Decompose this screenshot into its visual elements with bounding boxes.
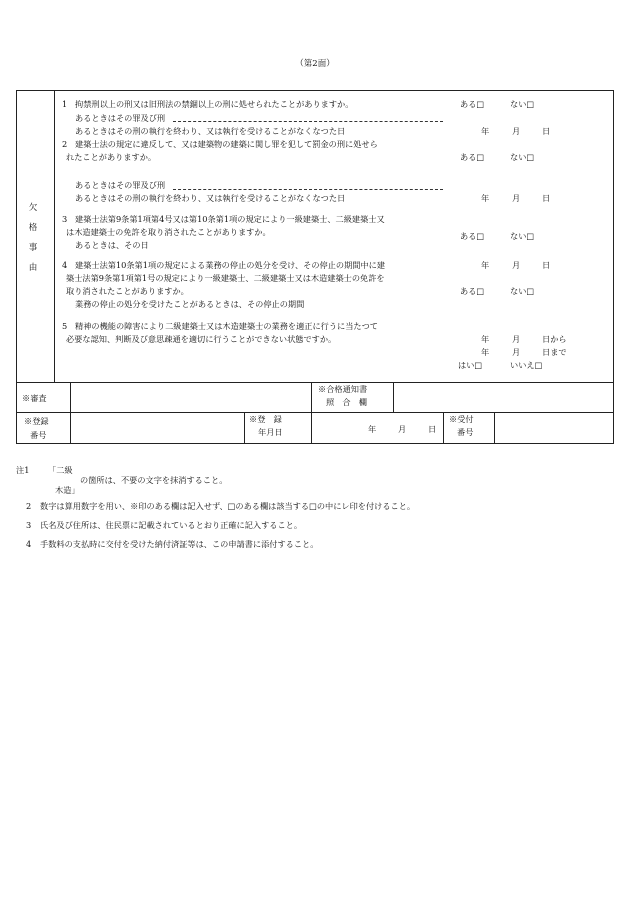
item-1-crime-field[interactable] — [173, 113, 443, 122]
item-2-yes-checkbox[interactable]: ある□ — [460, 152, 485, 162]
item-5-from-year-label: 年 — [481, 334, 490, 344]
item-2-year-label: 年 — [481, 193, 490, 203]
item-5-number: 5 — [62, 321, 68, 331]
review-input-field[interactable] — [72, 384, 308, 410]
note-3-text: 氏名及び住所は、住民票に記載されているとおり正確に記入すること。 — [40, 520, 303, 530]
item-1-month-label: 月 — [512, 126, 521, 136]
item-5-to-year-label: 年 — [481, 347, 490, 357]
note-2-text: 数字は算用数字を用い、※印のある欄は記入せず、□のある欄は該当する□の中にレ印を付けること。 — [40, 501, 416, 511]
item-5-question-line-1: 精神の機能の障害により二級建築士又は木造建築士の業務を適正に行うに当たつて — [75, 321, 378, 331]
item-1-crime-label: あるときはその罪及び刑 — [75, 113, 166, 123]
registration-col-divider-5 — [494, 412, 495, 444]
disqualification-label-char-3: 事 — [28, 243, 38, 253]
receipt-number-input[interactable] — [496, 414, 612, 442]
receipt-number-label-line-1: ※受付 — [449, 414, 474, 424]
item-1-no-checkbox[interactable]: ない□ — [510, 99, 535, 109]
pass-notice-label-line-1: ※合格通知書 — [318, 384, 368, 394]
item-1-number: 1 — [62, 99, 68, 109]
registration-col-divider-3 — [311, 412, 312, 444]
item-2-completion-label: あるときはその刑の執行を終わり、又は執行を受けることがなくなつた日 — [75, 193, 346, 203]
item-2-crime-field[interactable] — [173, 181, 443, 190]
note-2-number: 2 — [26, 501, 32, 511]
registration-date-label-line-2: 年月日 — [258, 427, 283, 437]
item-3-question-line-1: 建築士法第9条第1項第4号又は第10条第1項の規定により一級建築士、二級建築士又 — [75, 214, 385, 224]
registration-day-label: 日 — [428, 424, 437, 434]
review-col-divider-3 — [393, 382, 394, 412]
note-4-text: 手数料の支払時に交付を受けた納付済証等は、この申請書に添付すること。 — [40, 539, 319, 549]
item-5-to-day-label: 日まで — [542, 347, 567, 357]
item-3-date-label: あるときは、その日 — [75, 240, 149, 250]
item-3-day-label: 日 — [542, 260, 551, 270]
item-5-from-month-label: 月 — [512, 334, 521, 344]
note-3-number: 3 — [26, 520, 32, 530]
item-2-no-checkbox[interactable]: ない□ — [510, 152, 535, 162]
item-4-suspension-label: 業務の停止の処分を受けたことがあるときは、その停止の期間 — [75, 299, 305, 309]
note-4-number: 4 — [26, 539, 32, 549]
item-3-yes-checkbox[interactable]: ある□ — [460, 231, 485, 241]
disqualification-label-char-1: 欠 — [28, 203, 38, 213]
item-2-crime-label: あるときはその罪及び刑 — [75, 180, 166, 190]
item-1-day-label: 日 — [542, 126, 551, 136]
disqualification-label-char-2: 格 — [28, 223, 38, 233]
item-2-question-line-1: 建築士法の規定に違反して、又は建築物の建築に関し罪を犯して罰金の刑に処せら — [75, 139, 378, 149]
disqualification-label-char-4: 由 — [28, 263, 38, 273]
item-1-year-label: 年 — [481, 126, 490, 136]
review-col-divider-1 — [70, 382, 71, 412]
review-label: ※審査 — [22, 393, 47, 403]
item-5-yes-checkbox[interactable]: はい□ — [458, 360, 483, 370]
pass-notice-input-field[interactable] — [395, 384, 611, 410]
review-col-divider-2 — [311, 382, 312, 412]
registration-year-label: 年 — [368, 424, 377, 434]
note-1-text: の箇所は、不要の文字を抹消すること。 — [80, 475, 228, 485]
registration-col-divider-1 — [70, 412, 71, 444]
item-5-no-checkbox[interactable]: いいえ□ — [510, 360, 543, 370]
registration-month-label: 月 — [398, 424, 407, 434]
note-1-bracket-close: 木造」 — [55, 485, 80, 495]
row-divider-registration — [16, 412, 614, 413]
item-4-yes-checkbox[interactable]: ある□ — [460, 286, 485, 296]
registration-number-label-line-1: ※登録 — [24, 416, 49, 426]
item-1-yes-checkbox[interactable]: ある□ — [460, 99, 485, 109]
item-4-no-checkbox[interactable]: ない□ — [510, 286, 535, 296]
item-4-question-line-1: 建築士法第10条第1項の規定による業務の停止の処分を受け、その停止の期間中に建 — [75, 260, 386, 270]
note-1-bracket-open: 「二級 — [48, 465, 73, 475]
item-2-month-label: 月 — [512, 193, 521, 203]
item-5-question-line-2: 必要な認知、判断及び意思疎通を適切に行うことができない状態ですか。 — [66, 334, 337, 344]
item-4-question-line-3: 取り消されたことがありますか。 — [66, 286, 189, 296]
item-1-question: 拘禁刑以上の刑又は旧刑法の禁錮以上の刑に処せられたことがありますか。 — [75, 99, 354, 109]
label-column-divider — [54, 91, 55, 382]
registration-date-label-line-1: ※登 録 — [249, 414, 282, 424]
item-4-question-line-2: 築士法第9条第1項第1号の規定により一級建築士、二級建築士又は木造建築士の免許を — [66, 273, 385, 283]
item-2-day-label: 日 — [542, 193, 551, 203]
row-divider-review — [16, 382, 614, 383]
item-3-year-label: 年 — [481, 260, 490, 270]
registration-col-divider-2 — [244, 412, 245, 444]
pass-notice-label-line-2: 照 合 欄 — [326, 397, 367, 407]
item-1-completion-label: あるときはその刑の執行を終わり、又は執行を受けることがなくなつた日 — [75, 126, 346, 136]
registration-number-label-line-2: 番号 — [30, 430, 47, 440]
item-2-question-line-2: れたことがありますか。 — [66, 152, 157, 162]
item-3-question-line-2: は木造建築士の免許を取り消されたことがありますか。 — [66, 227, 271, 237]
page-number-label: （第2面） — [295, 59, 335, 69]
item-2-number: 2 — [62, 139, 68, 149]
item-5-to-month-label: 月 — [512, 347, 521, 357]
item-3-number: 3 — [62, 214, 68, 224]
item-4-number: 4 — [62, 260, 68, 270]
item-5-from-day-label: 日から — [542, 334, 567, 344]
item-3-no-checkbox[interactable]: ない□ — [510, 231, 535, 241]
item-3-month-label: 月 — [512, 260, 521, 270]
receipt-number-label-line-2: 番号 — [457, 427, 474, 437]
note-1-label: 注1 — [16, 465, 30, 475]
registration-col-divider-4 — [443, 412, 444, 444]
registration-number-input[interactable] — [72, 414, 242, 442]
